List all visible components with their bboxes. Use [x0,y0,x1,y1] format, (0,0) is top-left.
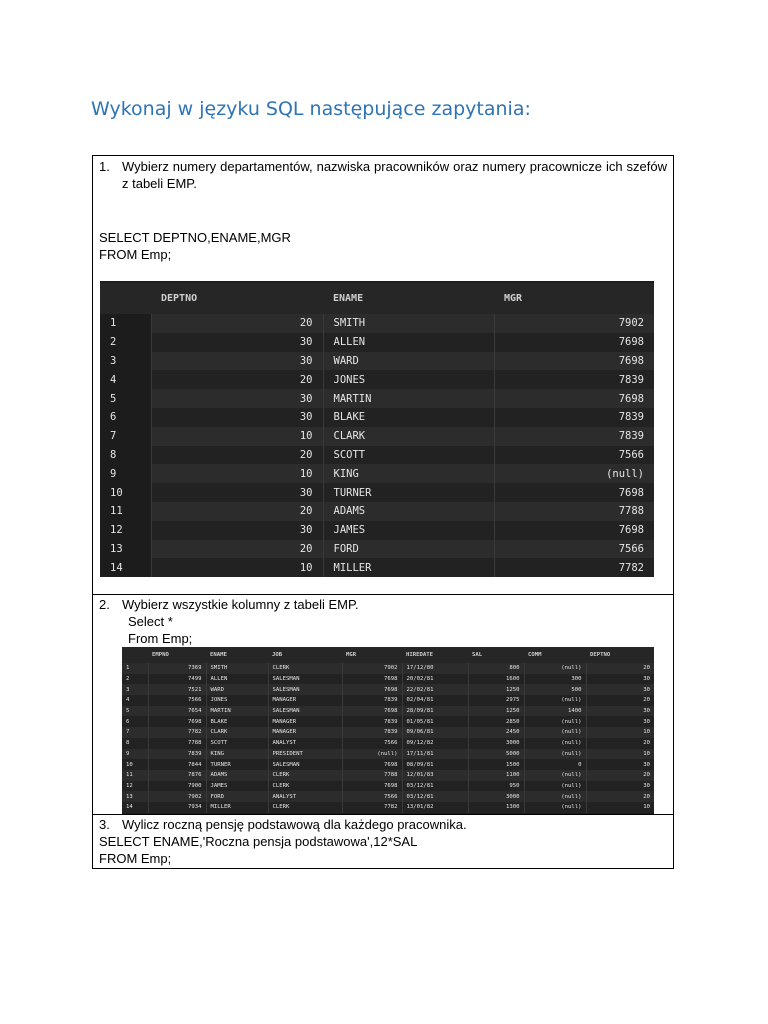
table-cell[interactable]: (null) [524,802,586,813]
table-row[interactable] [100,558,654,577]
result-header-row [122,647,654,663]
table-cell[interactable]: 7839 [148,749,206,760]
table-cell[interactable]: CLARK [206,727,268,738]
table-cell[interactable]: 10 [151,464,323,483]
table-cell[interactable]: 7839 [618,411,644,424]
table-cell[interactable]: 7566 [148,695,206,706]
row-number-cell[interactable]: 10 [100,483,151,502]
table-cell[interactable]: SALESMAN [268,684,342,695]
table-cell[interactable]: BLAKE [206,716,268,727]
table-row[interactable] [122,770,654,781]
table-cell[interactable]: 17/11/81 [402,749,468,760]
table-cell[interactable]: 1250 [468,706,524,717]
table-row[interactable] [100,370,654,389]
table-row[interactable] [100,389,654,408]
table-cell[interactable]: (null) [524,727,586,738]
table-cell[interactable]: SMITH [323,314,494,333]
table-cell[interactable]: 09/12/82 [402,738,468,749]
table-cell[interactable]: 7839 [618,373,644,386]
table-row[interactable] [122,674,654,685]
table-cell[interactable]: MARTIN [323,389,494,408]
table-cell[interactable]: 7782 [148,727,206,738]
row-number-cell[interactable]: 9 [122,749,148,760]
column-header[interactable]: SAL [472,652,483,658]
table-cell[interactable]: MARTIN [206,706,268,717]
table-cell[interactable]: 7902 [618,317,644,330]
table-cell[interactable]: 1100 [468,770,524,781]
question-2-box [92,594,674,815]
table-cell[interactable]: 20 [643,697,650,704]
table-cell[interactable]: BLAKE [323,408,494,427]
question-text: Wybierz numery departamentów, nazwiska pracowników oraz numery pracownicze ich szefów z tabeli EMP. [122,159,667,191]
table-row[interactable] [122,706,654,717]
table-cell[interactable]: ANALYST [268,791,342,802]
column-header[interactable]: MGR [346,652,357,658]
row-number-cell[interactable]: 14 [100,558,151,577]
table-cell[interactable]: 30 [643,761,650,768]
row-number-cell[interactable]: 4 [122,695,148,706]
table-cell[interactable]: (null) [524,695,586,706]
result-grid-2 [122,647,654,814]
table-cell[interactable]: FORD [323,540,494,559]
table-cell[interactable]: 7698 [618,336,644,349]
table-cell[interactable]: 13/01/82 [402,802,468,813]
table-cell[interactable]: 2975 [468,695,524,706]
column-header[interactable]: ENAME [210,652,227,658]
table-row[interactable] [122,759,654,770]
table-cell[interactable]: MILLER [206,802,268,813]
table-cell[interactable]: ALLEN [323,333,494,352]
table-cell[interactable]: 03/12/81 [402,781,468,792]
table-cell[interactable]: 7698 [618,392,644,405]
table-cell[interactable]: (null) [524,738,586,749]
table-row[interactable] [100,502,654,521]
table-cell[interactable]: 7788 [148,738,206,749]
table-cell[interactable]: SCOTT [206,738,268,749]
row-number-cell[interactable]: 5 [122,706,148,717]
table-row[interactable] [122,695,654,706]
table-cell[interactable]: 7844 [148,759,206,770]
sql-line: SELECT ENAME,'Roczna pensja podstawowa',12*SAL [99,834,418,849]
table-cell[interactable]: ALLEN [206,674,268,685]
table-cell[interactable]: 7902 [342,663,402,674]
table-cell[interactable]: 30 [151,333,323,352]
row-number-header [100,283,151,314]
table-cell[interactable]: 20 [643,665,650,672]
table-cell[interactable]: 30 [643,686,650,693]
row-number-cell[interactable]: 1 [122,663,148,674]
table-cell[interactable]: 20 [151,370,323,389]
table-cell[interactable]: 7698 [342,759,402,770]
table-cell[interactable]: 7521 [148,684,206,695]
table-row[interactable] [122,738,654,749]
table-cell[interactable]: SMITH [206,663,268,674]
row-number-cell[interactable]: 1 [100,314,151,333]
table-cell[interactable]: 10 [151,558,323,577]
table-cell[interactable]: 7566 [618,448,644,461]
table-cell[interactable]: 10 [643,804,650,811]
table-cell[interactable]: 20 [643,772,650,779]
row-number-cell[interactable]: 3 [122,684,148,695]
row-number-cell[interactable]: 7 [122,727,148,738]
table-cell[interactable]: 7839 [342,727,402,738]
table-cell[interactable]: ANALYST [268,738,342,749]
table-cell[interactable]: JAMES [323,521,494,540]
row-number-cell[interactable]: 9 [100,464,151,483]
table-cell[interactable]: 01/05/81 [402,716,468,727]
table-cell[interactable]: JONES [206,695,268,706]
table-cell[interactable]: (null) [524,770,586,781]
table-cell[interactable]: MANAGER [268,695,342,706]
question-1-box [92,155,674,595]
sql-line: SELECT DEPTNO,ENAME,MGR [99,230,291,245]
table-cell[interactable]: 7839 [618,430,644,443]
row-number-cell[interactable]: 4 [100,370,151,389]
table-row[interactable] [100,540,654,559]
table-cell[interactable]: TURNER [323,483,494,502]
result-header-row [100,283,654,314]
column-header[interactable]: HIREDATE [406,652,433,658]
row-number-cell[interactable]: 10 [122,759,148,770]
row-number-header [122,647,148,663]
table-cell[interactable]: 12/01/83 [402,770,468,781]
table-cell[interactable]: 7902 [148,791,206,802]
question-text: Wylicz roczną pensję podstawową dla każdego pracownika. [122,817,467,832]
table-cell[interactable]: 500 [524,684,586,695]
table-row[interactable] [100,521,654,540]
table-cell[interactable]: 1600 [468,674,524,685]
table-cell[interactable]: 20 [151,314,323,333]
table-cell[interactable]: 2450 [468,727,524,738]
table-cell[interactable]: 20 [151,502,323,521]
row-number-cell[interactable]: 14 [122,802,148,813]
column-header[interactable]: DEPTNO [590,652,611,658]
table-row[interactable] [100,408,654,427]
row-number-cell[interactable]: 2 [100,333,151,352]
table-cell[interactable]: 7900 [148,781,206,792]
table-cell[interactable]: 5000 [468,749,524,760]
table-cell[interactable]: TURNER [206,759,268,770]
table-cell[interactable]: 7839 [342,695,402,706]
table-cell[interactable]: MANAGER [268,727,342,738]
table-cell[interactable]: 2850 [468,716,524,727]
table-cell[interactable]: 7698 [342,706,402,717]
table-cell[interactable]: 20 [151,540,323,559]
question-number: 2. [99,597,110,612]
table-row[interactable] [100,352,654,371]
table-cell[interactable]: 02/04/81 [402,695,468,706]
table-cell[interactable]: 30 [151,389,323,408]
table-row[interactable] [100,427,654,446]
column-header[interactable]: ENAME [333,293,364,304]
table-cell[interactable]: 7698 [618,354,644,367]
table-cell[interactable]: 7698 [342,674,402,685]
table-cell[interactable]: (null) [524,716,586,727]
sql-line: FROM Emp; [99,247,172,262]
table-row[interactable] [122,781,654,792]
table-cell[interactable]: 20 [643,793,650,800]
table-cell[interactable]: JAMES [206,781,268,792]
sql-line: From Emp; [128,631,193,646]
table-cell[interactable]: CLERK [268,802,342,813]
table-cell[interactable]: 03/12/81 [402,791,468,802]
table-cell[interactable]: (null) [342,749,402,760]
table-cell[interactable]: (null) [524,781,586,792]
table-cell[interactable]: 30 [151,352,323,371]
table-cell[interactable]: 22/02/81 [402,684,468,695]
table-cell[interactable]: 7782 [342,802,402,813]
table-cell[interactable]: 7566 [618,542,644,555]
table-cell[interactable]: 1400 [524,706,586,717]
table-cell[interactable]: SCOTT [323,446,494,465]
table-cell[interactable]: KING [206,749,268,760]
table-row[interactable] [122,716,654,727]
table-cell[interactable]: CLERK [268,663,342,674]
column-header[interactable]: EMPNO [152,652,169,658]
table-cell[interactable]: 10 [643,750,650,757]
table-cell[interactable]: 1300 [468,802,524,813]
table-cell[interactable]: 7654 [148,706,206,717]
row-number-cell[interactable]: 11 [122,770,148,781]
column-header[interactable]: JOB [272,652,283,658]
row-number-cell[interactable]: 3 [100,352,151,371]
table-cell[interactable]: 800 [468,663,524,674]
table-cell[interactable]: (null) [606,467,644,480]
table-cell[interactable]: 7566 [342,791,402,802]
table-cell[interactable]: ADAMS [323,502,494,521]
table-cell[interactable]: 1250 [468,684,524,695]
question-number: 3. [99,817,110,832]
question-3 [99,816,667,833]
table-cell[interactable]: 3000 [468,738,524,749]
row-number-cell[interactable]: 11 [100,502,151,521]
row-number-cell[interactable]: 2 [122,674,148,685]
table-cell[interactable]: 10 [643,729,650,736]
question-3-box [92,814,674,869]
table-cell[interactable]: 30 [151,521,323,540]
column-header[interactable]: COMM [528,652,542,658]
table-cell[interactable]: MILLER [323,558,494,577]
table-cell[interactable]: 7698 [148,716,206,727]
row-number-cell[interactable]: 8 [122,738,148,749]
table-row[interactable] [100,483,654,502]
page-title: Wykonaj w języku SQL następujące zapytania: [91,98,531,120]
table-row[interactable] [122,791,654,802]
table-row[interactable] [100,464,654,483]
table-row[interactable] [100,333,654,352]
table-cell[interactable]: SALESMAN [268,706,342,717]
table-row[interactable] [100,446,654,465]
table-row[interactable] [122,663,654,674]
table-cell[interactable]: FORD [206,791,268,802]
table-row[interactable] [122,802,654,813]
row-number-cell[interactable]: 13 [100,540,151,559]
sql-line: Select * [128,614,173,629]
table-cell[interactable]: 30 [643,708,650,715]
table-cell[interactable]: 7876 [148,770,206,781]
table-cell[interactable]: (null) [524,749,586,760]
table-cell[interactable]: 20/02/81 [402,674,468,685]
row-number-cell[interactable]: 13 [122,791,148,802]
table-cell[interactable]: 28/09/81 [402,706,468,717]
question-number: 1. [99,159,110,174]
table-cell[interactable]: 7782 [618,561,644,574]
table-row[interactable] [122,727,654,738]
table-row[interactable] [122,684,654,695]
row-number-cell[interactable]: 12 [122,781,148,792]
table-cell[interactable]: 7499 [148,674,206,685]
row-number-cell[interactable]: 6 [122,716,148,727]
table-cell[interactable]: 1500 [468,759,524,770]
row-number-cell[interactable]: 7 [100,427,151,446]
question-text: Wybierz wszystkie kolumny z tabeli EMP. [122,597,359,612]
table-cell[interactable]: 7788 [342,770,402,781]
question-1 [99,158,667,192]
row-number-cell[interactable]: 6 [100,408,151,427]
sql-line: FROM Emp; [99,851,172,866]
table-cell[interactable]: 10 [151,427,323,446]
table-cell[interactable]: PRESIDENT [268,749,342,760]
table-cell[interactable]: 3000 [468,791,524,802]
column-header[interactable]: MGR [504,293,523,304]
table-cell[interactable]: 20 [151,446,323,465]
table-cell[interactable]: MANAGER [268,716,342,727]
row-number-cell[interactable]: 12 [100,521,151,540]
table-cell[interactable]: 17/12/80 [402,663,468,674]
table-cell[interactable]: 950 [468,781,524,792]
table-cell[interactable]: 30 [151,483,323,502]
table-cell[interactable]: 20 [643,740,650,747]
column-header[interactable]: DEPTNO [161,293,198,304]
table-cell[interactable]: ADAMS [206,770,268,781]
row-number-cell[interactable]: 8 [100,446,151,465]
table-cell[interactable]: 300 [524,674,586,685]
table-cell[interactable]: (null) [524,791,586,802]
table-cell[interactable]: KING [323,464,494,483]
table-cell[interactable]: SALESMAN [268,759,342,770]
table-cell[interactable]: 30 [643,718,650,725]
table-cell[interactable]: 7698 [342,684,402,695]
table-cell[interactable]: 30 [151,408,323,427]
table-cell[interactable]: WARD [323,352,494,371]
table-cell[interactable]: CLERK [268,781,342,792]
table-cell[interactable]: 7839 [342,716,402,727]
table-cell[interactable]: SALESMAN [268,674,342,685]
table-cell[interactable]: 30 [643,676,650,683]
table-row[interactable] [122,749,654,760]
table-cell[interactable]: 7698 [618,524,644,537]
table-cell[interactable]: WARD [206,684,268,695]
table-cell[interactable]: 0 [524,759,586,770]
table-cell[interactable]: 7369 [148,663,206,674]
table-cell[interactable]: JONES [323,370,494,389]
row-number-cell[interactable]: 5 [100,389,151,408]
table-cell[interactable]: (null) [524,663,586,674]
table-cell[interactable]: 30 [643,782,650,789]
table-cell[interactable]: CLERK [268,770,342,781]
table-cell[interactable]: 7934 [148,802,206,813]
table-cell[interactable]: 7788 [618,505,644,518]
table-cell[interactable]: CLARK [323,427,494,446]
table-cell[interactable]: 09/06/81 [402,727,468,738]
table-row[interactable] [100,314,654,333]
question-2 [99,596,667,613]
table-cell[interactable]: 7698 [342,781,402,792]
table-cell[interactable]: 08/09/81 [402,759,468,770]
table-cell[interactable]: 7698 [618,486,644,499]
result-grid-1 [100,281,654,577]
table-cell[interactable]: 7566 [342,738,402,749]
